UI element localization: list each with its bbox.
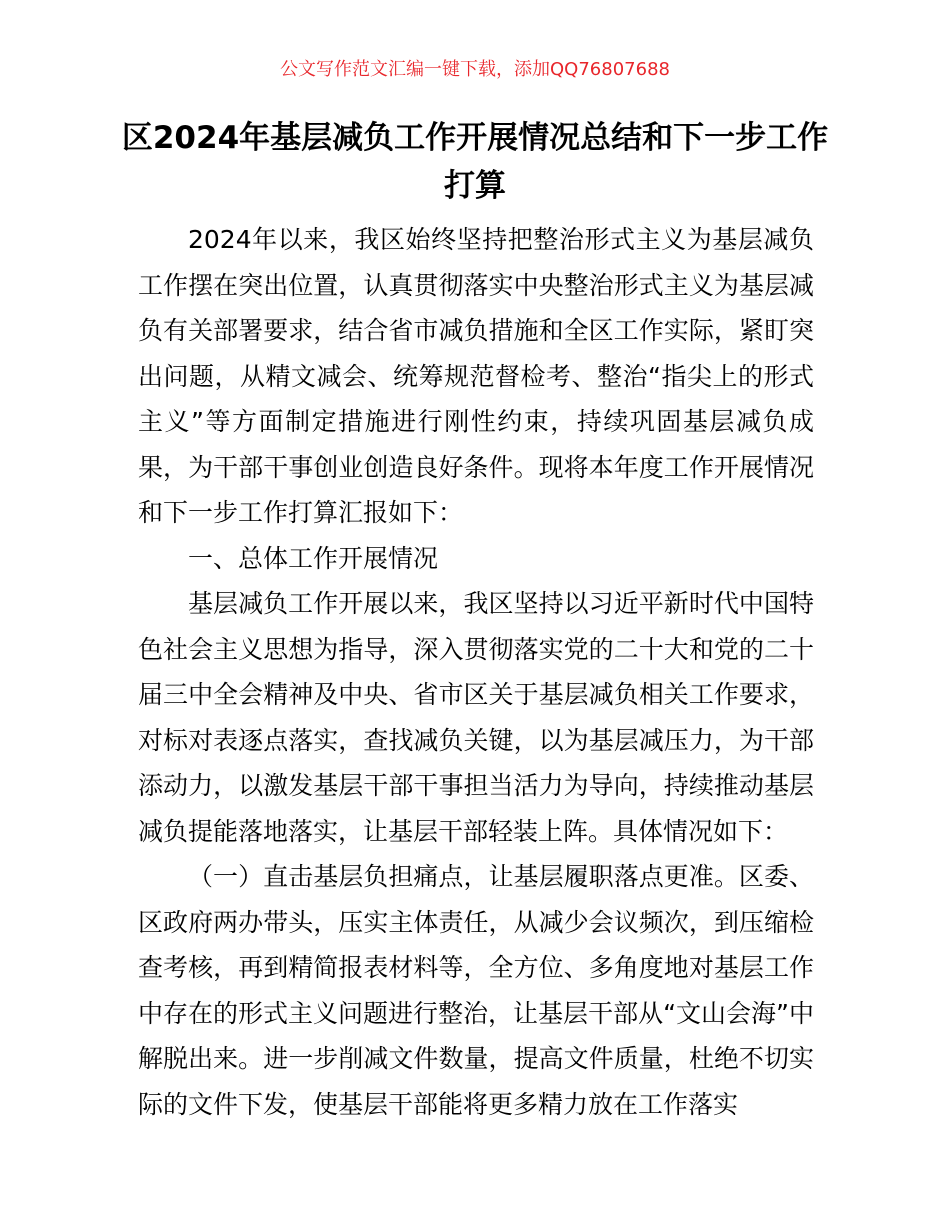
overview-paragraph: 基层减负工作开展以来，我区坚持以习近平新时代中国特色社会主义思想为指导，深入贯彻落实党的二十大和党的二十届三中全会精神及中央、省市区关于基层减负相关工作要求，对标对表逐点落实，查找减负关键，以为基层减压力，为干部添动力，以激发基层干部干事担当活力为导向，持续推动基层减负提能落地落实，让基层干部轻装上阵。具体情况如下：: [138, 589, 814, 846]
subsection-paragraph: （一）直击基层负担痛点，让基层履职落点更准。区委、区政府两办带头，压实主体责任，从减少会议频次，到压缩检查考核，再到精简报表材料等，全方位、多角度地对基层工作中存在的形式主义问题进行整治，让基层干部从“文山会海”中解脱出来。进一步削减文件数量，提高文件质量，杜绝不切实际的文件下发，使基层干部能将更多精力放在工作落实: [138, 862, 814, 1119]
section-heading: 一、总体工作开展情况: [188, 543, 439, 573]
intro-paragraph: 2024年以来，我区始终坚持把整治形式主义为基层减负工作摆在突出位置，认真贯彻落实中央整治形式主义为基层减负有关部署要求，结合省市减负措施和全区工作实际，紧盯突出问题，从精文减会、统筹规范督检考、整治“指尖上的形式主义”等方面制定措施进行刚性约束，持续巩固基层减负成果，为干部干事创业创造良好条件。现将本年度工作开展情况和下一步工作打算汇报如下：: [138, 225, 814, 527]
download-watermark: 公文写作范文汇编一键下载，添加QQ76807688: [280, 59, 670, 80]
document-title: 区2024年基层减负工作开展情况总结和下一步工作打算: [121, 120, 829, 204]
document-body: [138, 217, 814, 1127]
